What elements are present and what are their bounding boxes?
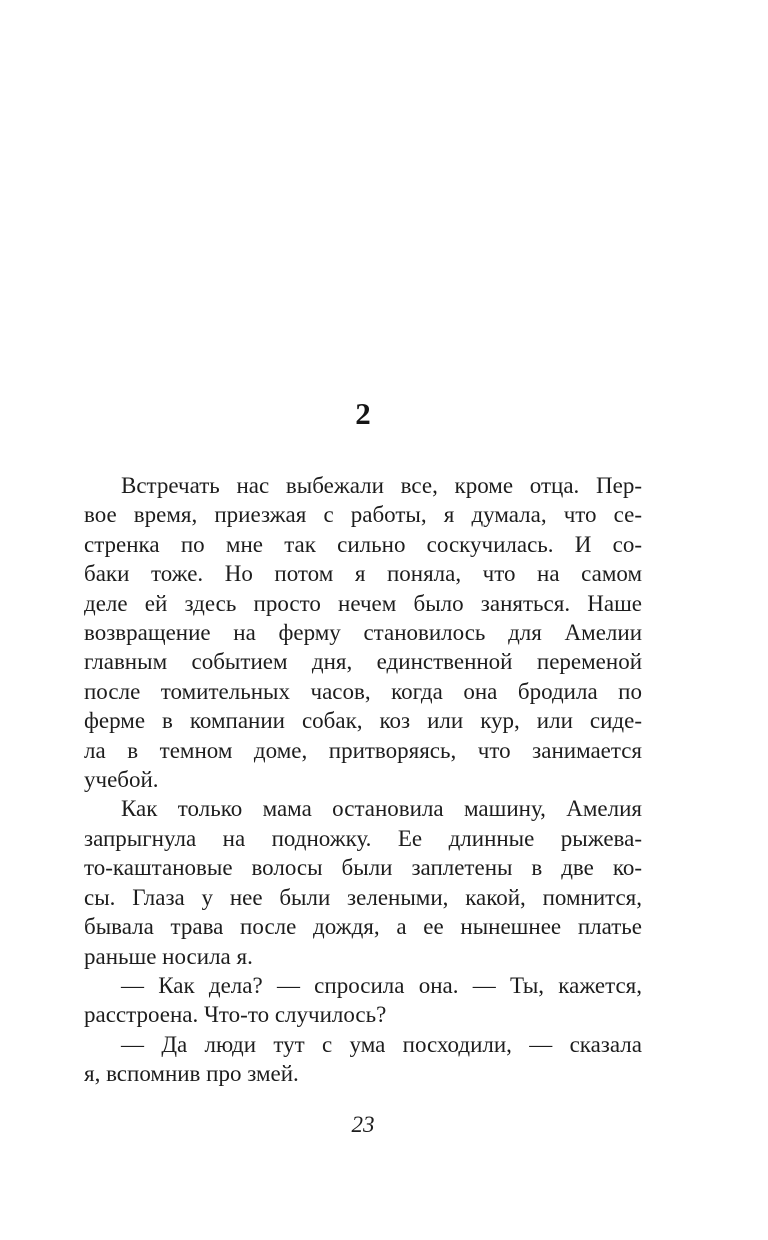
text-line: главным событием дня, единственной переменой bbox=[84, 649, 642, 675]
text-line: Как только мама остановила машину, Амелия bbox=[121, 796, 642, 822]
text-line: я, вспомнив про змей. bbox=[84, 1061, 299, 1087]
text-line: расстроена. Что-то случилось? bbox=[84, 1002, 387, 1028]
text-line: запрыгнула на подножку. Ее длинные рыжева- bbox=[84, 825, 642, 851]
text-line: после томительных часов, когда она бродила по bbox=[84, 678, 642, 704]
text-line: стренка по мне так сильно соскучилась. И со- bbox=[84, 531, 642, 557]
text-line: Встречать нас выбежали все, кроме отца. Пер- bbox=[121, 473, 642, 498]
text-line: то-каштановые волосы были заплетены в две ко- bbox=[84, 855, 642, 881]
body-text bbox=[84, 471, 642, 1089]
text-line: возвращение на ферму становилось для Амелии bbox=[84, 620, 642, 646]
text-line: — Да люди тут с ума посходили, — сказала bbox=[121, 1031, 642, 1057]
text-line: раньше носила я. bbox=[84, 943, 253, 969]
chapter-number: 2 bbox=[355, 396, 371, 431]
text-line: учебой. bbox=[84, 767, 159, 793]
text-line: сы. Глаза у нее были зелеными, какой, помнится, bbox=[84, 884, 642, 910]
page-number: 23 bbox=[351, 1112, 375, 1137]
text-line: ла в темном доме, притворяясь, что занимается bbox=[84, 737, 642, 763]
text-line: — Как дела? — спросила она. — Ты, кажется, bbox=[121, 972, 642, 998]
text-line: деле ей здесь просто нечем было заняться. Наше bbox=[84, 590, 642, 616]
text-line: вое время, приезжая с работы, я думала, что се- bbox=[84, 502, 642, 528]
text-line: бывала трава после дождя, а ее нынешнее платье bbox=[84, 914, 642, 940]
text-line: баки тоже. Но потом я поняла, что на самом bbox=[84, 561, 642, 587]
text-line: ферме в компании собак, коз или кур, или сиде- bbox=[84, 708, 642, 734]
